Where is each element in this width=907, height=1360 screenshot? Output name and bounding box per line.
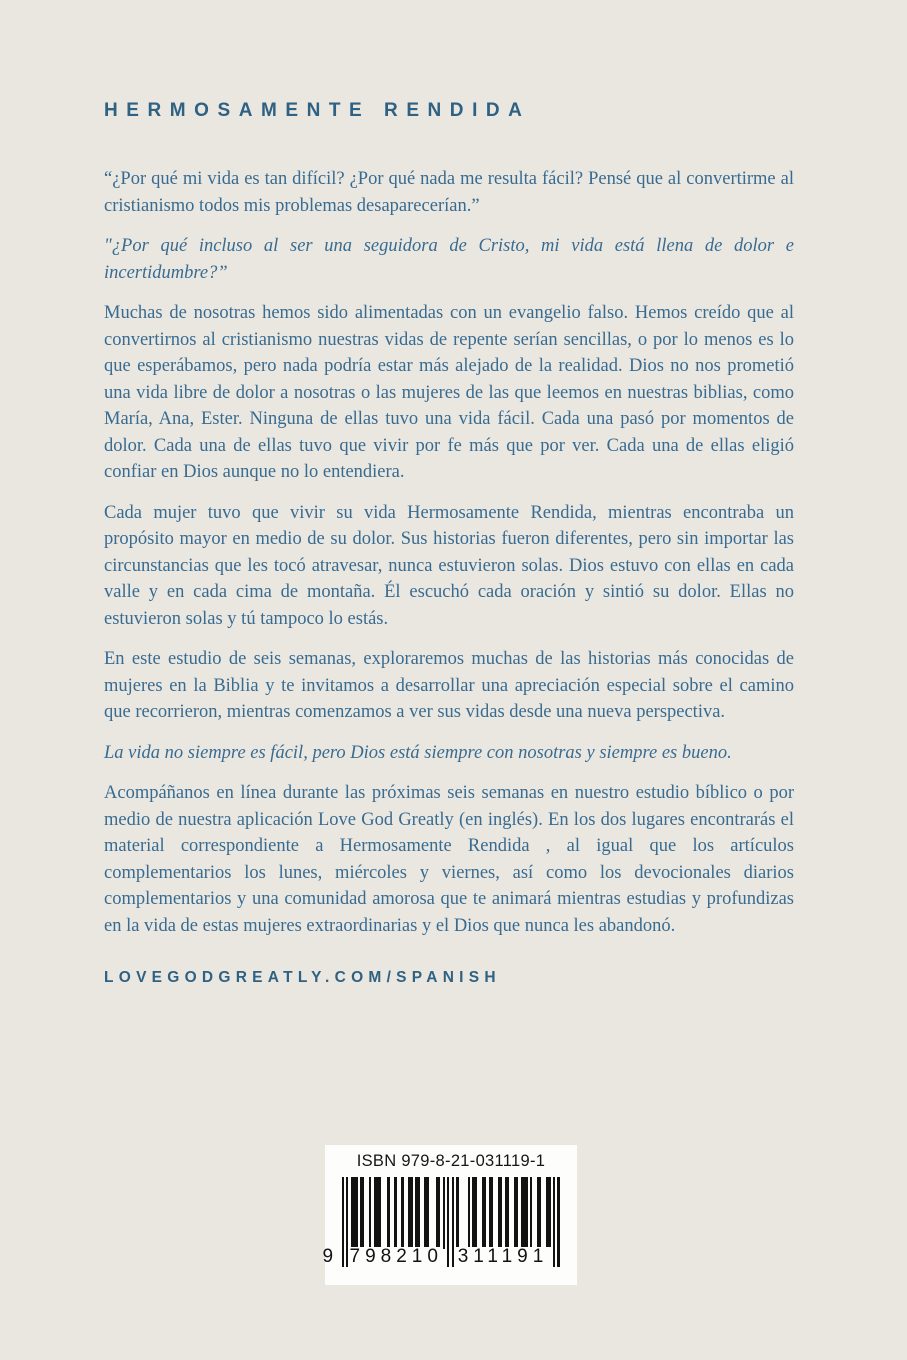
- paragraph-opening-quote: “¿Por qué mi vida es tan difícil? ¿Por qué nada me resulta fácil? Pensé que al convertirme al cristianismo todos mis problemas desaparecerían.”: [104, 169, 794, 216]
- barcode-digits-left-group: 798210: [349, 1246, 443, 1267]
- paragraph-invitation: Acompáñanos en línea durante las próximas seis semanas en nuestro estudio bíblico o por medio de nuestra aplicación Love God Greatly (en inglés). En los dos lugares encontrarás el material correspondiente a Hermosamente Rendida , al igual que los artículos complementarios los lunes, miércoles y viernes, así como los devocionales diarios complementarios y una comunidad amorosa que te animará mientras estudias y profundizas en la vida de estas mujeres extraordinarias y el Dios que nunca les abandonó.: [104, 783, 794, 936]
- barcode-digit-leading: 9: [322, 1246, 334, 1267]
- isbn-number-label: ISBN 979-8-21-031119-1: [356, 1152, 546, 1170]
- barcode-digits: [322, 1246, 561, 1267]
- paragraph-false-gospel: Muchas de nosotras hemos sido alimentadas con un evangelio falso. Hemos creído que al convertirnos al cristianismo nuestras vidas de repente serían sencillas, o por lo menos es lo que esperábamos, pero nada podría estar más alejado de la realidad. Dios no nos prometió una vida libre de dolor a nosotras o las mujeres de las que leemos en nuestras biblias, como María, Ana, Ester. Ninguna de ellas tuvo una vida fácil. Cada una pasó por momentos de dolor. Cada una de ellas tuvo que vivir por fe más que por ver. Cada una de ellas eligió confiar en Dios aunque no lo entendiera.: [104, 303, 794, 482]
- paragraph-each-woman: Cada mujer tuvo que vivir su vida Hermosamente Rendida, mientras encontraba un propósito mayor en medio de su dolor. Sus historias fueron diferentes, pero sin importar las circunstancias que les tocó atravesar, nunca estuvieron solas. Dios estuvo con ellas en cada valle y en cada cima de montaña. Él escuchó cada oración y sintió su dolor. Ellas no estuvieron solas y tú tampoco lo estás.: [104, 502, 794, 629]
- paragraph-study-description: En este estudio de seis semanas, exploraremos muchas de las historias más conocidas de mujeres en la Biblia y te invitamos a desarrollar una apreciación especial sobre el camino que recorrieron, mientras comenzamos a ver sus vidas desde una nueva perspectiva.: [104, 649, 794, 722]
- paragraph-tagline: La vida no siempre es fácil, pero Dios está siempre con nosotras y siempre es bueno.: [104, 742, 732, 763]
- barcode-digits-right-group: 311191: [456, 1247, 551, 1267]
- isbn-barcode: [322, 1145, 577, 1285]
- paragraph-second-quote: "¿Por qué incluso al ser una seguidora de Cristo, mi vida está llena de dolor e incertidumbre?”: [104, 236, 794, 283]
- barcode-graphic: [322, 1177, 561, 1267]
- website-url: LOVEGODGREATLY.COM/SPANISH: [104, 969, 501, 986]
- back-cover-text-block: [104, 100, 794, 987]
- book-title: HERMOSAMENTE RENDIDA: [104, 100, 531, 121]
